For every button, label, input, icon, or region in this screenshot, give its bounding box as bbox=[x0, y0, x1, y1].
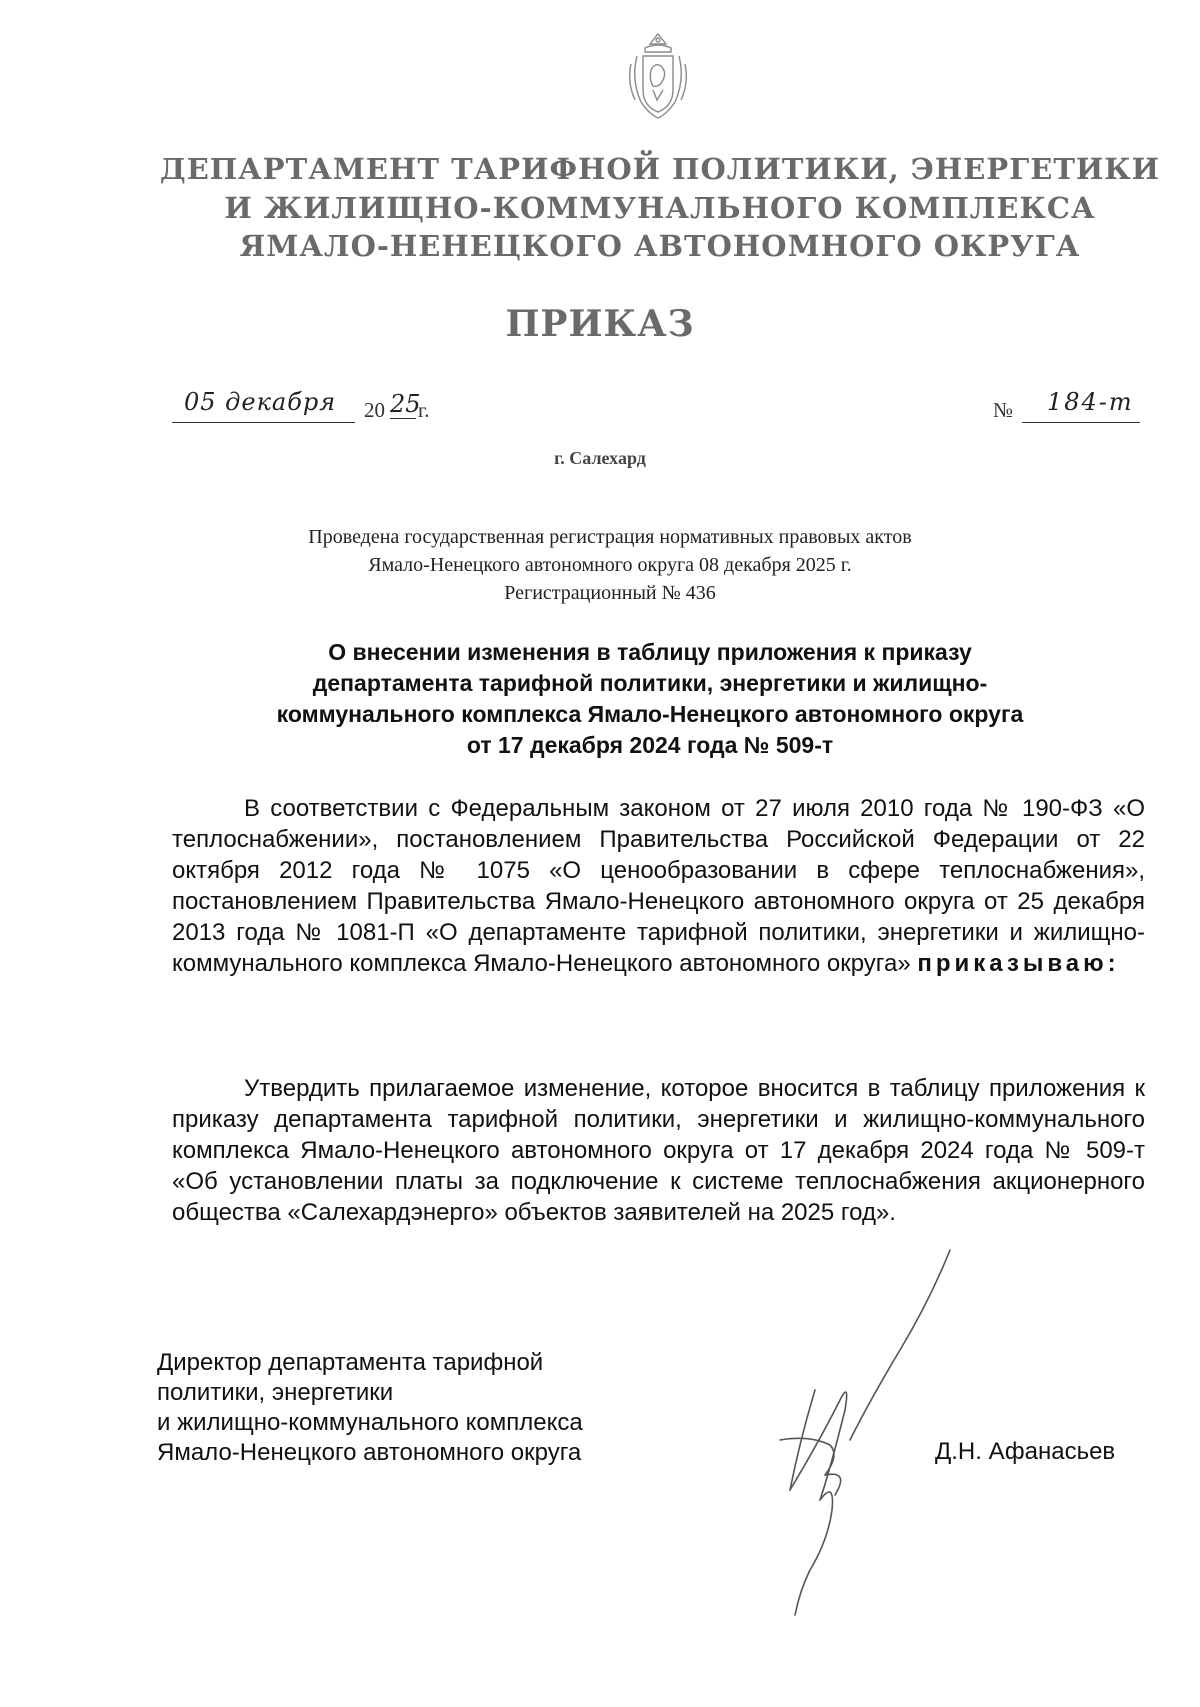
signatory-position bbox=[157, 1348, 717, 1468]
order-paragraph: Утвердить прилагаемое изменение, которое вносится в таблицу приложения к приказу департамента тарифной политики, энергетики и жилищно-коммунального комплекса Ямало-Ненецкого автономного округа от 17 декабря 2024 года № 509-т «Об установлении платы за подключение к системе теплоснабжения акционерного общества «Салехардэнерго» объектов заявителей на 2025 год». bbox=[172, 1075, 1145, 1226]
registration-note bbox=[230, 523, 990, 607]
subject-line-4: от 17 декабря 2024 года № 509-т bbox=[466, 732, 834, 758]
preamble-paragraph bbox=[172, 793, 1145, 979]
handwritten-date: 05 декабря bbox=[184, 388, 337, 416]
preamble-text: В соответствии с Федеральным законом от 27 июля 2010 года № 190-ФЗ «О теплоснабжении», постановлением Правительства Российской Федерации от 22 октября 2012 года № 1075 «О ценообразовании в сфере теплоснабжения», постановлением Правительства Ямало-Ненецкого автономного округа от 25 декабря 2013 года № 1081-П «О департаменте тарифной политики, энергетики и жилищно-коммунального комплекса Ямало-Ненецкого автономного округа» bbox=[172, 795, 1145, 977]
registration-line-2: Ямало-Ненецкого автономного округа 08 декабря 2025 г. bbox=[368, 554, 852, 576]
coat-of-arms-icon bbox=[623, 30, 693, 122]
position-line-4: Ямало-Ненецкого автономного округа bbox=[157, 1439, 582, 1466]
department-line-2: И ЖИЛИЩНО-КОММУНАЛЬНОГО КОМПЛЕКСА bbox=[224, 191, 1096, 225]
document-type-title: ПРИКАЗ bbox=[505, 303, 695, 345]
subject-line-2: департамента тарифной политики, энергетики и жилищно- bbox=[312, 670, 988, 696]
subject-line-1: О внесении изменения в таблицу приложения к приказу bbox=[328, 639, 972, 665]
handwritten-number: 184-т bbox=[1047, 388, 1134, 416]
position-line-2: политики, энергетики bbox=[157, 1379, 394, 1406]
date-number-row bbox=[172, 388, 1142, 432]
date-century: 20 bbox=[364, 398, 385, 422]
order-word: приказываю bbox=[917, 950, 1108, 977]
signer-name: Д.Н. Афанасьев bbox=[935, 1438, 1116, 1465]
registration-line-3: Регистрационный № 436 bbox=[504, 582, 716, 604]
city-name: г. Салехард bbox=[554, 448, 646, 468]
date-suffix: г. bbox=[418, 398, 430, 422]
department-line-1: ДЕПАРТАМЕНТ ТАРИФНОЙ ПОЛИТИКИ, ЭНЕРГЕТИКИ bbox=[159, 152, 1161, 186]
position-line-1: Директор департамента тарифной bbox=[157, 1349, 544, 1376]
order-colon: : bbox=[1107, 950, 1116, 977]
order-subject bbox=[180, 637, 1120, 761]
handwritten-year: 25 bbox=[390, 390, 421, 418]
registration-line-1: Проведена государственная регистрация нормативных правовых актов bbox=[308, 526, 912, 548]
position-line-3: и жилищно-коммунального комплекса bbox=[157, 1409, 583, 1436]
number-label: № bbox=[993, 398, 1014, 422]
handwritten-signature bbox=[760, 1240, 960, 1620]
subject-line-3: коммунального комплекса Ямало-Ненецкого автономного округа bbox=[276, 701, 1024, 727]
department-line-3: ЯМАЛО-НЕНЕЦКОГО АВТОНОМНОГО ОКРУГА bbox=[239, 229, 1081, 263]
